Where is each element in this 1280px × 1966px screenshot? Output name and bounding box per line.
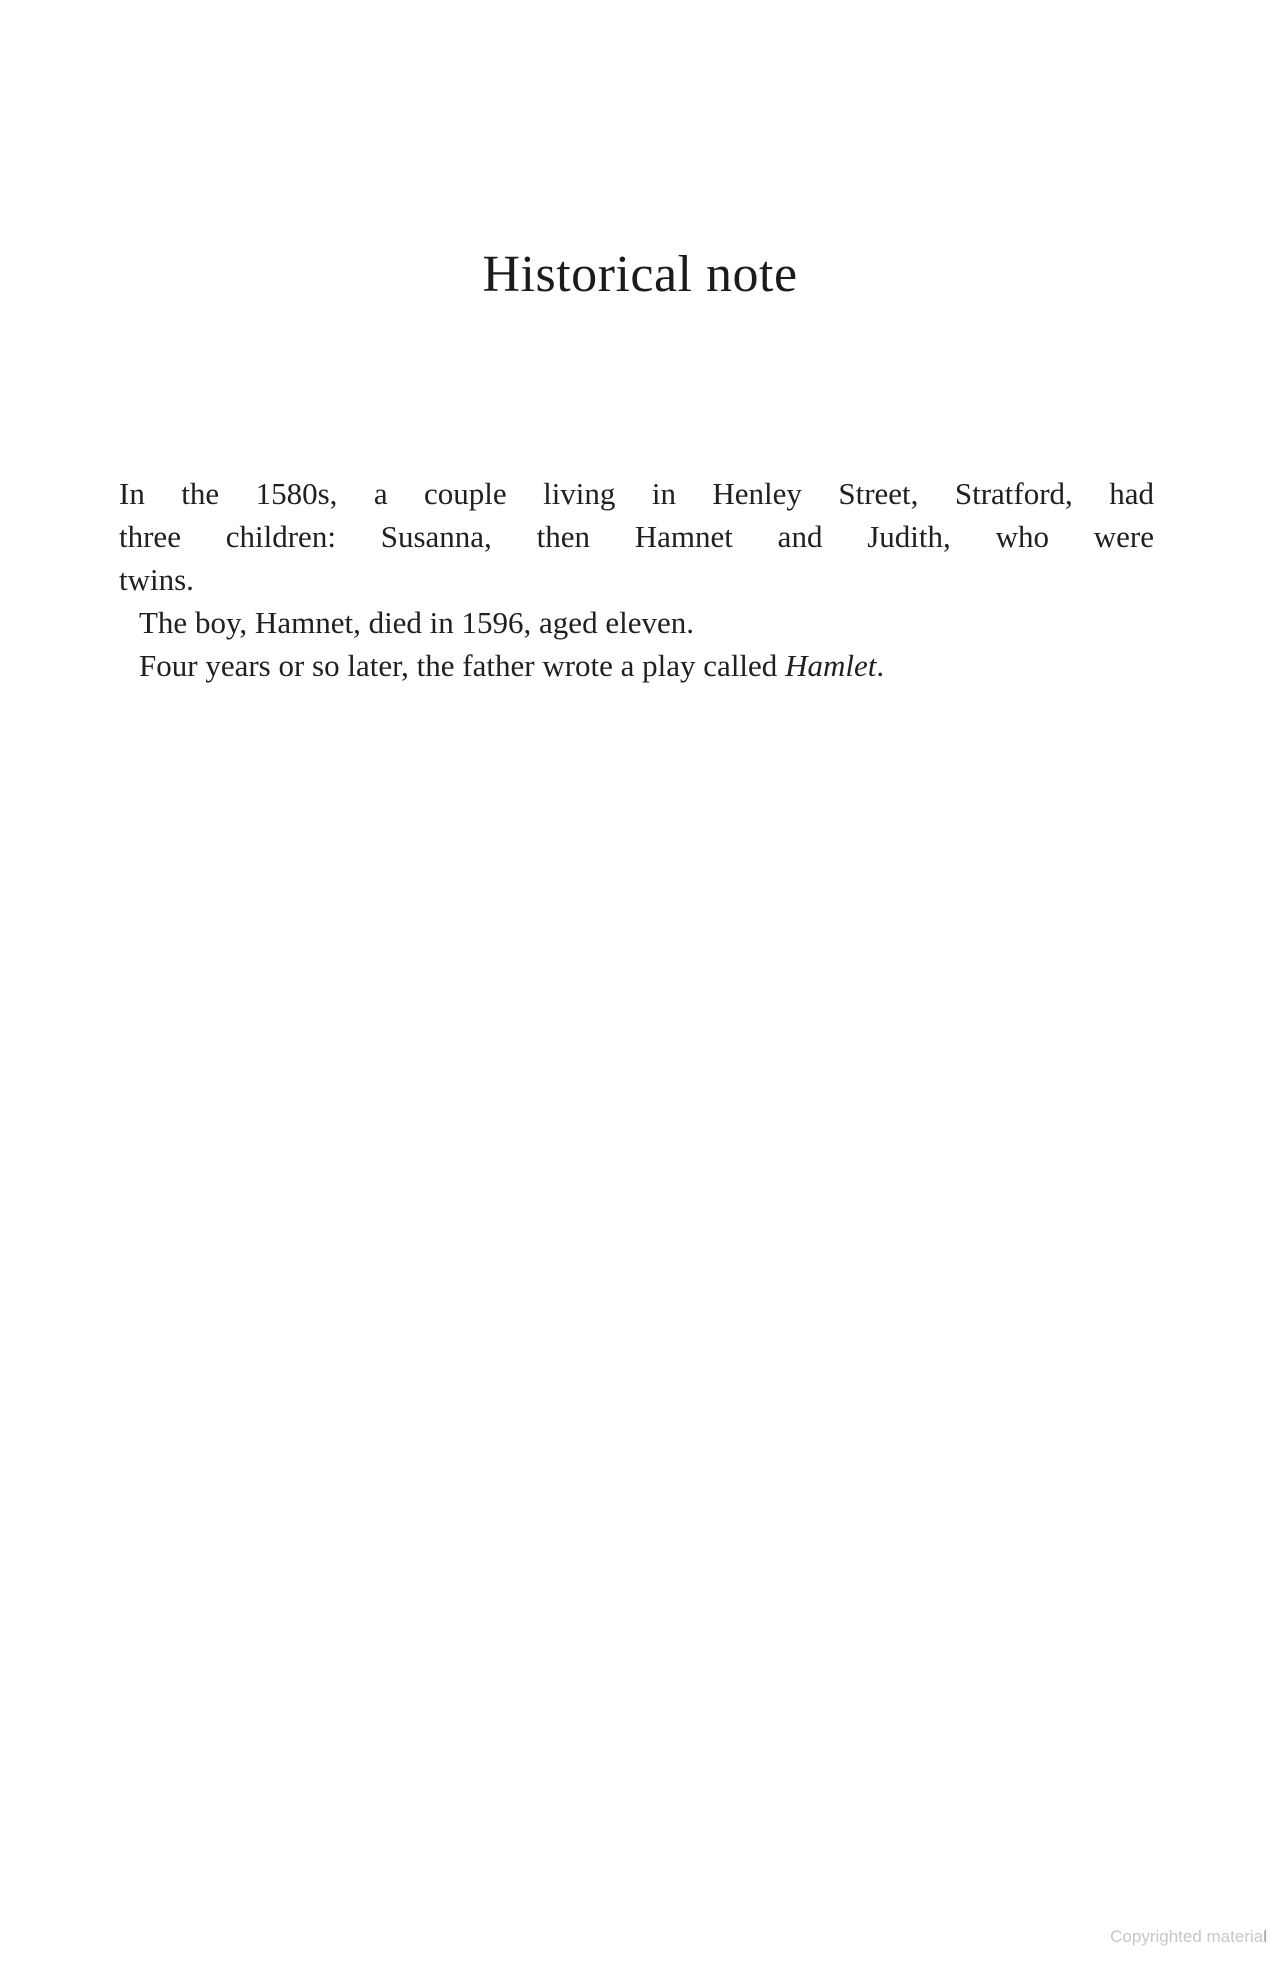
paragraph1-line-3: twins. (119, 562, 194, 597)
paragraph2: The boy, Hamnet, died in 1596, aged eleven. (139, 605, 694, 640)
paragraph3 (119, 644, 1154, 687)
paragraph1-line-1: In the 1580s, a couple living in Henley Street, Stratford, had (119, 476, 1154, 511)
copyright-watermark-text: Copyrighted materia (1110, 1927, 1264, 1946)
page-title: Historical note (482, 246, 798, 303)
paragraph3-italic-title: Hamlet (785, 648, 877, 683)
body-text (119, 472, 1154, 687)
paragraph3-period: . (876, 648, 885, 683)
paragraph3-text: Four years or so later, the father wrote a play called (139, 648, 786, 683)
copyright-watermark-text-end: l (1263, 1927, 1267, 1946)
paragraph1-line-2: three children: Susanna, then Hamnet and Judith, who were (119, 519, 1154, 554)
copyright-watermark (1110, 1927, 1267, 1947)
